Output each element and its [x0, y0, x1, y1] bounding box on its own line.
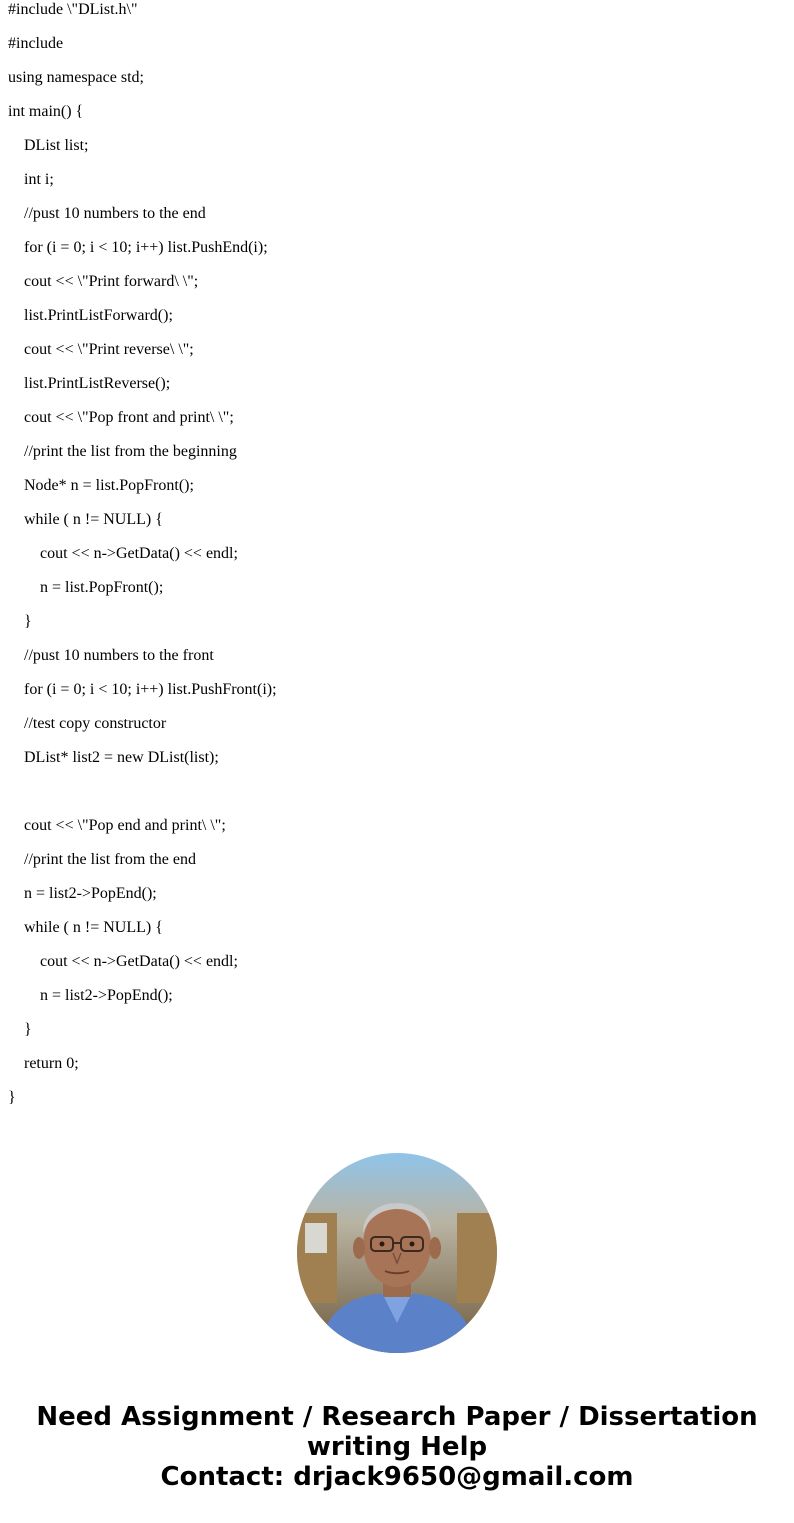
code-line: for (i = 0; i < 10; i++) list.PushFront(i);: [24, 681, 277, 698]
code-line: //test copy constructor: [24, 715, 167, 732]
promo-line-1: Need Assignment / Research Paper / Dissertation: [36, 1402, 758, 1432]
code-line: return 0;: [24, 1055, 79, 1072]
code-line: }: [8, 1089, 16, 1106]
code-line: }: [24, 613, 32, 630]
code-line: n = list.PopFront();: [40, 579, 164, 596]
code-line: n = list2->PopEnd();: [40, 987, 173, 1004]
code-line: cout << \"Print reverse\ \";: [24, 341, 194, 358]
code-line: }: [24, 1021, 32, 1038]
code-line: #include: [8, 35, 64, 52]
promo-line-2: writing Help: [306, 1432, 488, 1462]
code-line: #include \"DList.h\": [8, 1, 138, 18]
promo-banner: [0, 1402, 794, 1492]
code-listing: [8, 0, 788, 1122]
code-line: cout << \"Print forward\ \";: [24, 273, 199, 290]
code-line: DList* list2 = new DList(list);: [24, 749, 219, 766]
code-line: cout << \"Pop front and print\ \";: [24, 409, 234, 426]
code-line: list.PrintListForward();: [24, 307, 173, 324]
code-line: [8, 782, 788, 816]
code-line: cout << \"Pop end and print\ \";: [24, 817, 226, 834]
code-line: //pust 10 numbers to the front: [24, 647, 214, 664]
code-line: while ( n != NULL) {: [24, 919, 163, 936]
code-line: list.PrintListReverse();: [24, 375, 171, 392]
code-line: Node* n = list.PopFront();: [24, 477, 194, 494]
code-line: cout << n->GetData() << endl;: [40, 545, 238, 562]
code-line: DList list;: [24, 137, 89, 154]
code-line: //print the list from the beginning: [24, 443, 237, 460]
avatar: [297, 1153, 497, 1353]
code-line: //pust 10 numbers to the end: [24, 205, 206, 222]
code-line: int main() {: [8, 103, 84, 120]
code-line: using namespace std;: [8, 69, 144, 86]
person-photo-icon: [297, 1153, 497, 1353]
code-line: while ( n != NULL) {: [24, 511, 163, 528]
code-line: for (i = 0; i < 10; i++) list.PushEnd(i);: [24, 239, 268, 256]
code-line: //print the list from the end: [24, 851, 196, 868]
code-line: int i;: [24, 171, 54, 188]
code-line: cout << n->GetData() << endl;: [40, 953, 238, 970]
promo-contact: Contact: drjack9650@gmail.com: [160, 1462, 634, 1492]
code-line: n = list2->PopEnd();: [24, 885, 157, 902]
